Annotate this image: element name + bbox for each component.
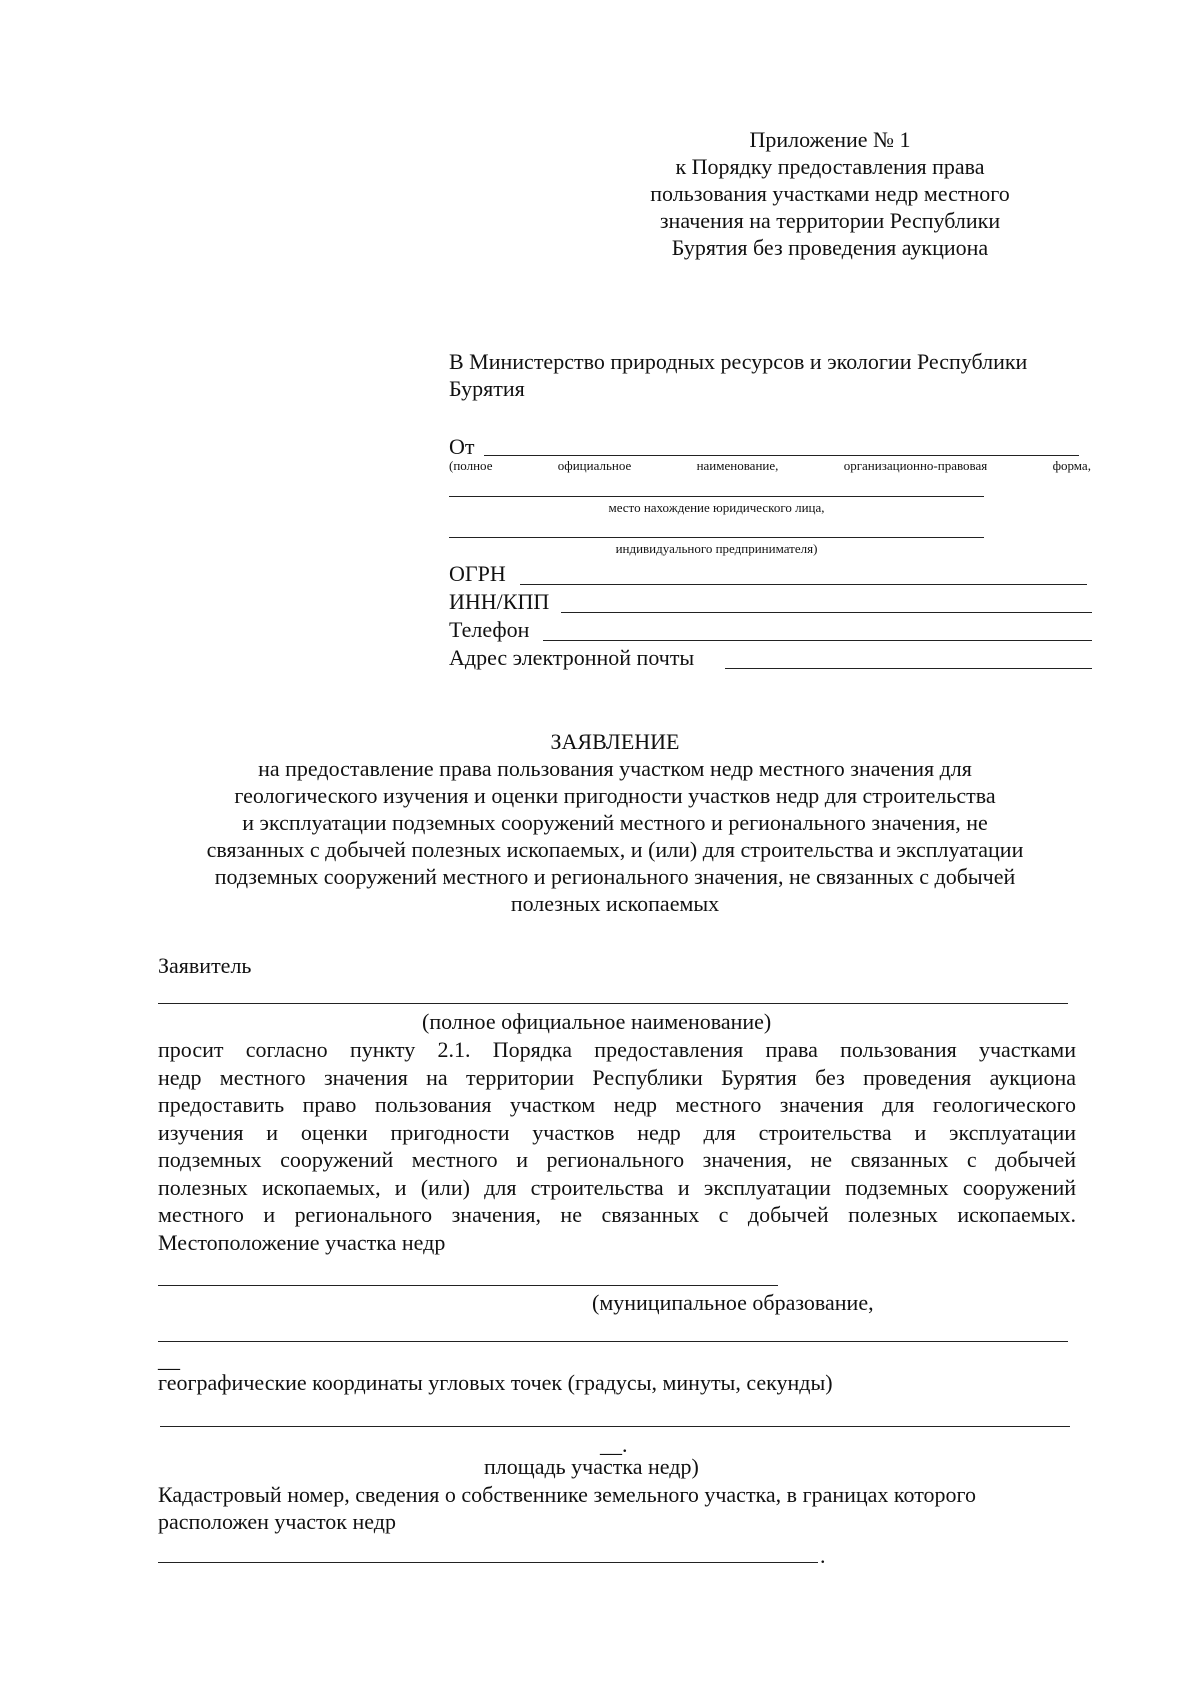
body-line: предоставить право пользования участком недр местного значения для геологического: [158, 1092, 1076, 1117]
location-label: Местоположение участка недр: [158, 1230, 446, 1255]
cadastral-line: расположен участок недр: [158, 1509, 396, 1534]
statement-line: на предоставление права пользования участком недр местного значения для: [258, 756, 972, 781]
inn-kpp-input-line[interactable]: [561, 612, 1092, 613]
email-input-line[interactable]: [725, 668, 1092, 669]
addressee-block: [449, 348, 1109, 402]
municipality-caption: (муниципальное образование,: [592, 1290, 874, 1315]
ogrn-input-line[interactable]: [520, 584, 1087, 585]
body-line: полезных ископаемых, и (или) для строительства и эксплуатации подземных сооружений: [158, 1175, 1076, 1200]
phone-input-line[interactable]: [543, 640, 1092, 641]
from-caption-3: индивидуального предпринимателя): [615, 541, 818, 556]
area-caption: площадь участка недр): [484, 1454, 699, 1479]
statement-line: геологического изучения и оценки пригодности участков недр для строительства: [234, 783, 996, 808]
body-line: изучения и оценки пригодности участков недр для строительства и эксплуатации: [158, 1120, 1076, 1145]
ogrn-label: ОГРН: [449, 561, 506, 586]
from-input-line-2[interactable]: [449, 496, 984, 497]
from-label: От: [449, 434, 475, 459]
from-input-line[interactable]: [484, 455, 1079, 456]
applicant-caption: (полное официальное наименование): [422, 1009, 772, 1034]
statement-title: ЗАЯВЛЕНИЕ: [550, 729, 680, 754]
addressee-line: Бурятия: [449, 376, 525, 401]
applicant-label: Заявитель: [158, 953, 252, 978]
cadastral-line: Кадастровый номер, сведения о собственнике земельного участка, в границах которого: [158, 1482, 977, 1507]
coordinates-caption: географические координаты угловых точек (градусы, минуты, секунды): [158, 1370, 833, 1395]
appendix-line: значения на территории Республики: [659, 208, 1001, 233]
from-caption-2: место нахождение юридического лица,: [608, 500, 825, 515]
appendix-line: Приложение № 1: [749, 127, 911, 152]
municipality-input-line[interactable]: [158, 1341, 1068, 1342]
statement-line: подземных сооружений местного и регионального значения, не связанных с добычей: [214, 864, 1016, 889]
dash-period-mark: __.: [600, 1432, 628, 1457]
phone-label: Телефон: [449, 617, 530, 642]
body-line: недр местного значения на территории Республики Бурятия без проведения аукциона: [158, 1065, 1076, 1090]
from-caption-word: наименование,: [696, 458, 779, 473]
from-caption-word: форма,: [1052, 458, 1091, 473]
dash-mark: __: [158, 1347, 180, 1372]
appendix-line: Бурятия без проведения аукциона: [671, 235, 989, 260]
statement-line: и эксплуатации подземных сооружений местного и регионального значения, не: [242, 810, 988, 835]
body-line: местного и регионального значения, не связанных с добычей полезных ископаемых.: [158, 1202, 1076, 1227]
from-caption-word: организационно-правовая: [843, 458, 988, 473]
inn-kpp-label: ИНН/КПП: [449, 589, 550, 614]
statement-line: полезных ископаемых: [510, 891, 720, 916]
cadastral-input-line[interactable]: [158, 1562, 818, 1563]
addressee-line: В Министерство природных ресурсов и экологии Республики: [449, 349, 1028, 374]
body-line: подземных сооружений местного и регионального значения, не связанных с добычей: [158, 1147, 1076, 1172]
appendix-line: пользования участками недр местного: [650, 181, 1010, 206]
applicant-input-line[interactable]: [158, 1003, 1068, 1004]
from-caption-word: (полное: [449, 458, 493, 473]
coordinates-input-line[interactable]: [160, 1426, 1070, 1427]
cadastral-period: .: [820, 1543, 826, 1568]
appendix-line: к Порядку предоставления права: [675, 154, 985, 179]
statement-line: связанных с добычей полезных ископаемых, и (или) для строительства и эксплуатации: [206, 837, 1024, 862]
from-input-line-3[interactable]: [449, 537, 984, 538]
appendix-header: [620, 126, 1040, 261]
location-input-line[interactable]: [158, 1285, 778, 1286]
from-caption-row: [449, 458, 1091, 474]
body-line: просит согласно пункту 2.1. Порядка предоставления права пользования участками: [158, 1037, 1076, 1062]
from-caption-word: официальное: [557, 458, 632, 473]
email-label: Адрес электронной почты: [449, 645, 695, 670]
statement-heading: [150, 728, 1080, 917]
